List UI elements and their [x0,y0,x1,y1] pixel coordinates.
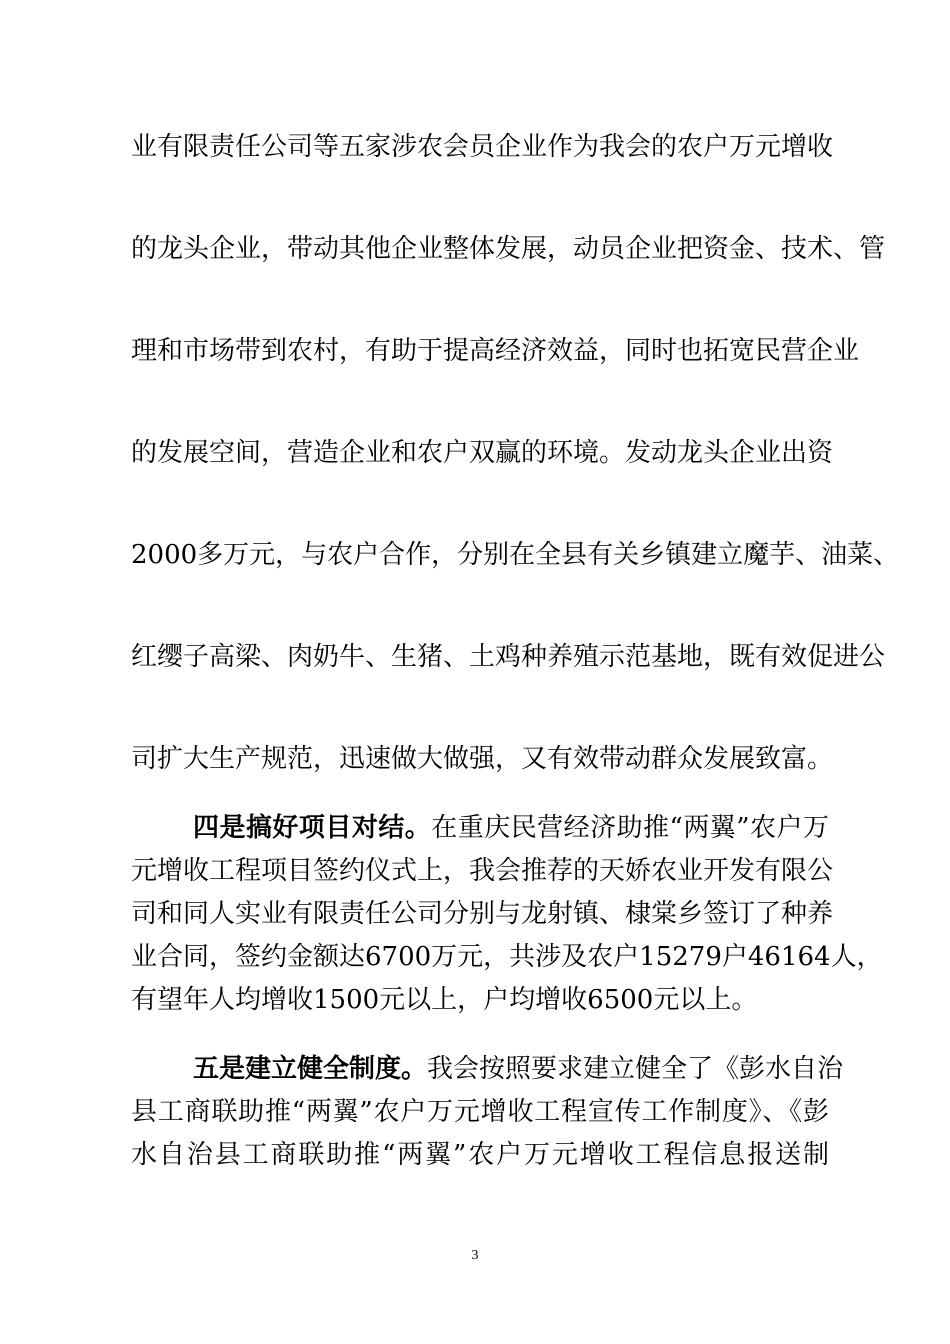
paragraph2-line-4: 业合同，签约金额达6700万元，共涉及农户15279户46164人， [131,942,883,972]
paragraph1-line-4: 的发展空间，营造企业和农户双赢的环境。发动龙头企业出资 [131,438,834,468]
paragraph2-line-3: 司和同人实业有限责任公司分别与龙射镇、棣棠乡签订了种养 [131,899,834,929]
paragraph2-heading: 四是搞好项目对结。 [193,813,432,843]
paragraph1-line-6: 红缨子高梁、肉奶牛、生猪、土鸡种养殖示范基地，既有效促进公 [131,642,886,672]
paragraph2-line-5: 有望年人均增收1500元以上，户均增收6500元以上。 [131,985,758,1015]
paragraph1-line-1: 业有限责任公司等五家涉农会员企业作为我会的农户万元增收 [131,132,834,162]
paragraph1-line-7: 司扩大生产规范，迅速做大做强，又有效带动群众发展致富。 [131,744,834,774]
paragraph2-first-line-text: 在重庆民营经济助推“两翼”农户万 [431,813,829,843]
paragraph3-first-line [131,1053,844,1085]
paragraph2-line-2: 元增收工程项目签约仪式上，我会推荐的天娇农业开发有限公 [131,856,834,886]
paragraph1-line-3: 理和市场带到农村，有助于提高经济效益，同时也拓宽民营企业 [131,336,860,366]
paragraph3-heading: 五是建立健全制度。 [193,1054,428,1084]
paragraph3-line-2: 县工商联助推“两翼”农户万元增收工程宣传工作制度》、《彭 [131,1097,829,1127]
paragraph3-line-3: 水自治县工商联助推“两翼”农户万元增收工程信息报送制 [131,1140,829,1170]
paragraph1-line-2: 的龙头企业，带动其他企业整体发展，动员企业把资金、技术、管 [131,234,886,264]
paragraph1-line-5: 2000多万元，与农户合作，分别在全县有关乡镇建立魔芋、油菜、 [131,540,900,570]
page-number: 3 [471,1248,479,1263]
paragraph2-first-line [131,812,829,844]
paragraph3-first-line-text: 我会按照要求建立健全了《彭水自治 [427,1054,844,1084]
